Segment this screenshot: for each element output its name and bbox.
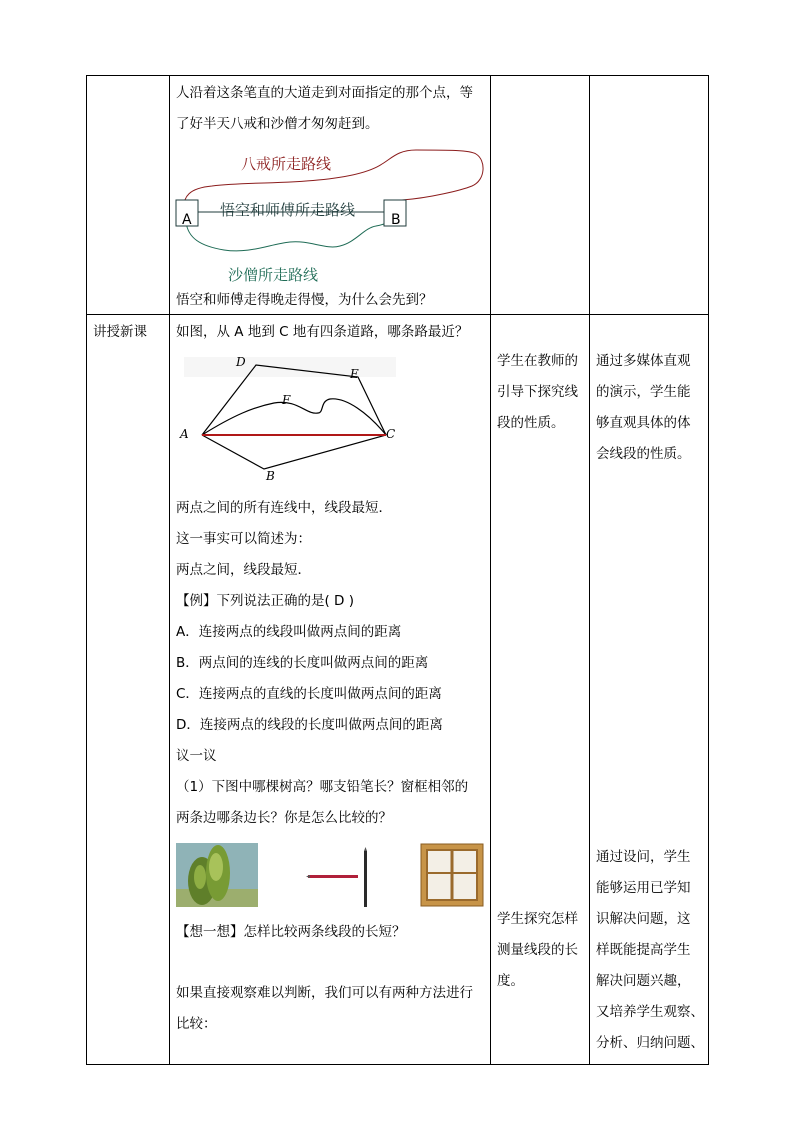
purpose-1	[596, 346, 691, 470]
text-line: 解决问题兴趣，	[596, 973, 691, 989]
text-line: 的演示，学生能	[596, 384, 691, 400]
text-line: 学生在教师的	[497, 353, 578, 369]
option-c: C．连接两点的直线的长度叫做两点间的距离	[176, 686, 442, 702]
text-line: 样既能提高学生	[596, 942, 691, 958]
text-line: 这一事实可以简述为：	[176, 531, 311, 547]
cell-purpose	[590, 315, 709, 1065]
point-a-label: A	[182, 212, 192, 228]
text-line: 度。	[497, 973, 524, 989]
student-activity-1	[497, 346, 578, 439]
wukong-route-label: 悟空和师傅所走路线	[220, 201, 356, 219]
shaseng-route-line	[186, 218, 392, 251]
cell-stage	[87, 315, 170, 1065]
lesson-table	[86, 75, 709, 1065]
option-d: D．连接两点的线段的长度叫做两点间的距离	[176, 717, 443, 733]
method-line: 比较：	[176, 1016, 217, 1032]
text-line: 了好半天八戒和沙僧才匆匆赶到。	[176, 116, 379, 132]
cell-stage-empty	[87, 76, 170, 315]
table-row	[87, 315, 709, 1065]
cell-content	[170, 315, 491, 1065]
student-activity-2	[497, 904, 578, 997]
cell-student	[491, 315, 590, 1065]
figure-shade	[184, 357, 396, 377]
pencils-image	[306, 847, 382, 909]
bajie-route-label: 八戒所走路线	[241, 155, 332, 173]
fig-label-a: A	[180, 427, 189, 441]
think-line: 【想一想】怎样比较两条线段的长短？	[176, 924, 406, 940]
text-line: 分析、归纳问题、	[596, 1035, 704, 1051]
shaseng-route-label: 沙僧所走路线	[228, 266, 319, 284]
text-line: 两点之间的所有连线中，线段最短．	[176, 500, 392, 516]
text-line: 测量线段的长	[497, 942, 578, 958]
fig-label-f: F	[282, 393, 291, 407]
text-line: 段的性质。	[497, 415, 565, 431]
table-row	[87, 76, 709, 315]
trees-image	[176, 843, 258, 907]
fig-label-c: C	[386, 427, 396, 441]
option-b: B．两点间的连线的长度叫做两点间的距离	[176, 655, 429, 671]
purpose-2	[596, 842, 704, 1059]
road-a-b-c	[202, 435, 386, 469]
text-line: 通过设问，学生	[596, 849, 691, 865]
question-line: 悟空和师傅走得晚走得慢，为什么会先到？	[176, 292, 433, 308]
example-line: 【例】下列说法正确的是( D )	[176, 593, 355, 609]
fig-label-b: B	[266, 469, 275, 483]
road-a-f-c	[202, 399, 386, 435]
cell-purpose-empty	[590, 76, 709, 315]
text-line: 两条边哪条边长？你是怎么比较的？	[176, 810, 392, 826]
method-line: 如果直接观察难以判断，我们可以有两种方法进行	[176, 985, 473, 1001]
text-line: 人沿着这条笔直的大道走到对面指定的那个点，等	[176, 85, 473, 101]
road-figure	[174, 349, 404, 479]
point-b-label: B	[391, 212, 401, 228]
text-line: 学生探究怎样	[497, 911, 578, 927]
cell-student-empty	[491, 76, 590, 315]
stage-label: 讲授新课	[93, 324, 147, 340]
intro-line: 如图，从 A 地到 C 地有四条道路，哪条路最近？	[176, 324, 469, 340]
text-line: 会线段的性质。	[596, 446, 691, 462]
option-a: A．连接两点的线段叫做两点间的距离	[176, 624, 402, 640]
text-line: 两点之间，线段最短．	[176, 562, 311, 578]
discuss-heading: 议一议	[176, 748, 217, 764]
text-line: 又培养学生观察、	[596, 1004, 704, 1020]
cell-content	[170, 76, 491, 315]
text-line: 引导下探究线	[497, 384, 578, 400]
text-line: 识解决问题，这	[596, 911, 691, 927]
fig-label-e: E	[350, 367, 359, 381]
window-image	[420, 843, 484, 907]
text-line: 通过多媒体直观	[596, 353, 691, 369]
text-line: 够直观具体的体	[596, 415, 691, 431]
text-line: 能够运用已学知	[596, 880, 691, 896]
fig-label-d: D	[236, 355, 246, 369]
text-line: （1）下图中哪棵树高？哪支铅笔长？窗框相邻的	[176, 779, 469, 795]
